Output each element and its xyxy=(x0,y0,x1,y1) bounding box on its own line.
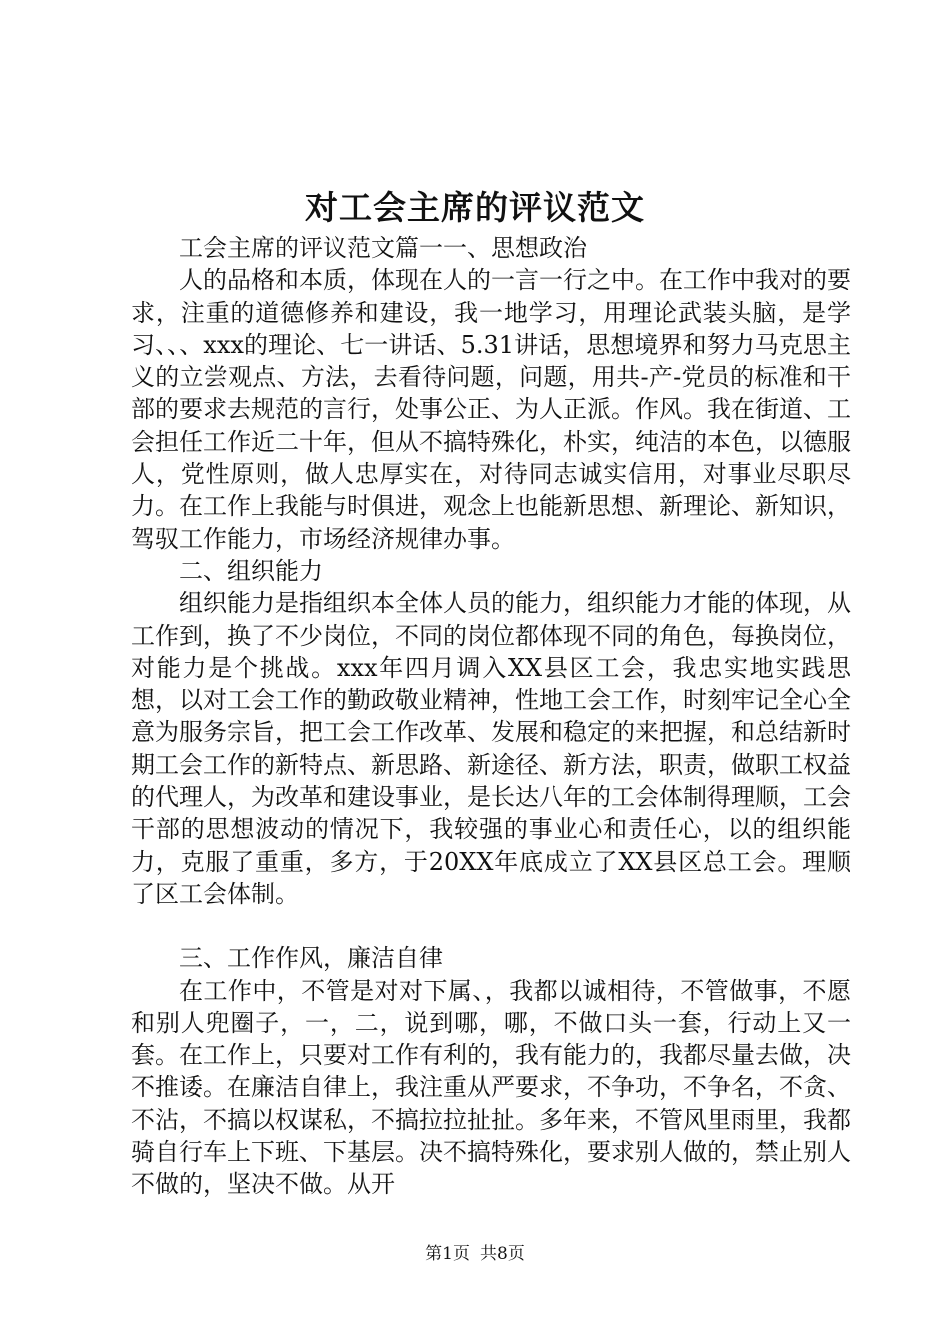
document-title: 对工会主席的评议范文 xyxy=(305,188,645,227)
document-body xyxy=(131,232,851,1201)
paragraph-section-1: 人的品格和本质，体现在人的一言一行之中。在工作中我对的要求，注重的道德修养和建设，我一地学习，用理论武装头脑，是学习、、、xxx的理论、七一讲话、5.31讲话，思想境界和努力马克思主义的立尝观点、方法，去看待问题，问题，用共-产-党员的标准和干部的要求去规范的言行，处事公正、为人正派。作风。我在街道、工会担任工作近二十年，但从不搞特殊化，朴实，纯洁的本色，以德服人，党性原则，做人忠厚实在，对待同志诚实信用，对事业尽职尽力。在工作上我能与时俱进，观念上也能新思想、新理论、新知识，驾驭工作能力，市场经济规律办事。 xyxy=(131,266,851,553)
page-number: 第1页 xyxy=(425,1244,470,1264)
paragraph-section-3: 在工作中，不管是对对下属、，我都以诚相待，不管做事，不愿和别人兜圈子，一，二，说到哪，哪，不做口头一套，行动上又一套。在工作上，只要对工作有利的，我有能力的，我都尽量去做，决不推诿。在廉洁自律上，我注重从严要求，不争功，不争名，不贪、不沾，不搞以权谋私，不搞拉拉扯扯。多年来，不管风里雨里，我都骑自行车上下班、下基层。决不搞特殊化，要求别人做的，禁止别人不做的，坚决不做。从开 xyxy=(131,976,851,1199)
paragraph-heading-2: 二、组织能力 xyxy=(179,556,323,585)
page-total: 共8页 xyxy=(480,1244,525,1264)
paragraph-section-2: 组织能力是指组织本全体人员的能力，组织能力才能的体现，从工作到，换了不少岗位，不同的岗位都体现不同的角色，每换岗位，对能力是个挑战。xxx年四月调入XX县区工会，我忠实地实践思想，以对工会工作的勤政敬业精神，性地工会工作，时刻牢记全心全意为服务宗旨，把工会工作改革、发展和稳定的来把握，和总结新时期工会工作的新特点、新思路、新途径、新方法，职责，做职工权益的代理人，为改革和建设事业，是长达八年的工会体制得理顺，工会干部的思想波动的情况下，我较强的事业心和责任心，以的组织能力，克服了重重，多方，于20XX年底成立了XX县区总工会。理顺了区工会体制。 xyxy=(131,589,851,908)
paragraph-heading-3: 三、工作作风，廉洁自律 xyxy=(179,944,443,973)
paragraph-heading-1: 工会主席的评议范文篇一一、思想政治 xyxy=(179,234,587,262)
page-footer xyxy=(0,1242,950,1266)
